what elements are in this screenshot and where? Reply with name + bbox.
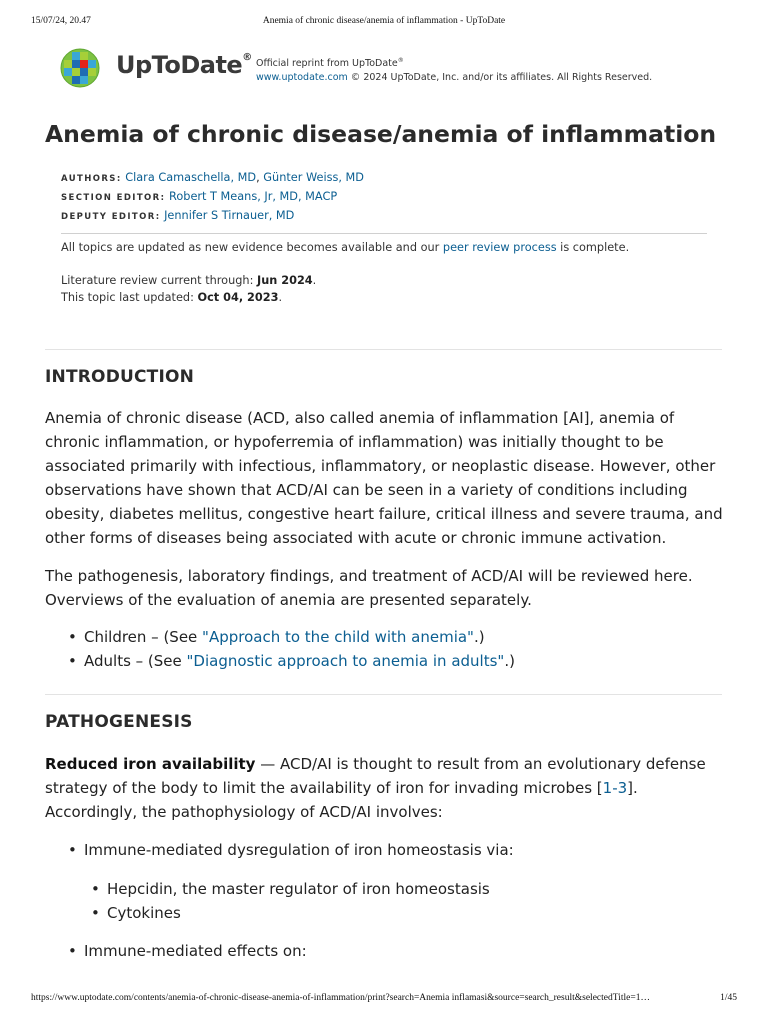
list-item bbox=[91, 877, 490, 901]
bullet-icon: • bbox=[68, 841, 77, 859]
authors-row: AUTHORS: Clara Camaschella, MD, Günter Weiss, MD bbox=[61, 171, 364, 184]
list-item bbox=[68, 625, 485, 649]
child-anemia-link[interactable]: "Approach to the child with anemia" bbox=[202, 628, 474, 646]
list-item bbox=[91, 901, 181, 925]
print-footer bbox=[31, 993, 737, 1007]
list-item bbox=[68, 939, 307, 963]
deputy-editor-row bbox=[61, 207, 364, 226]
lit-review-row: Literature review current through: Jun 2024. bbox=[61, 274, 317, 287]
list-item bbox=[68, 649, 515, 673]
introduction-paragraph-2: The pathogenesis, laboratory findings, and treatment of ACD/AI will be reviewed here. Overviews of the evaluation of anemia are presented separately. bbox=[45, 567, 693, 609]
copyright-text: © 2024 UpToDate, Inc. and/or its affiliates. All Rights Reserved. bbox=[347, 72, 653, 84]
authors-label: AUTHORS: bbox=[61, 174, 122, 184]
update-note-text-2: is complete. bbox=[556, 241, 630, 254]
deputy-editor-link[interactable]: Jennifer S Tirnauer, MD bbox=[164, 209, 295, 222]
bullet-text: Immune-mediated dysregulation of iron homeostasis via: bbox=[84, 841, 514, 859]
brand-wordmark bbox=[116, 51, 252, 79]
author-link-2[interactable]: Günter Weiss, MD bbox=[263, 171, 364, 184]
bullet-icon: • bbox=[91, 880, 100, 898]
pathogenesis-lead-bold: Reduced iron availability bbox=[45, 755, 256, 773]
pathogenesis-paragraph bbox=[45, 752, 725, 824]
review-dates bbox=[61, 272, 316, 306]
pathogenesis-heading: PATHOGENESIS bbox=[45, 712, 193, 732]
bullet-icon: • bbox=[68, 942, 77, 960]
lit-review-date: Jun 2024 bbox=[257, 274, 313, 287]
author-link-1[interactable]: Clara Camaschella, MD bbox=[125, 171, 257, 184]
bullet-text: Adults – (See bbox=[84, 652, 187, 670]
site-link[interactable]: www.uptodate.com bbox=[256, 72, 348, 84]
reprint-line: Official reprint from UpToDate bbox=[256, 58, 398, 70]
list-item bbox=[68, 838, 514, 862]
deputy-editor-label: DEPUTY EDITOR: bbox=[61, 212, 161, 222]
pathogenesis-text-1: — ACD/AI is thought to result from an evolutionary defense strategy of the body to limit the availability of iron for invading microbes [ bbox=[45, 755, 706, 797]
peer-review-link[interactable]: peer review process bbox=[442, 241, 557, 254]
print-url: https://www.uptodate.com/contents/anemia-of-chronic-disease-anemia-of-inflammation/print?search=Anemia inflamasi&source=search_result&selectedTitle=1… bbox=[31, 993, 650, 1003]
introduction-paragraph-1: Anemia of chronic disease (ACD, also called anemia of inflammation [AI], anemia of chronic inflammation, or hypoferremia of inflammation) was initially thought to be associated primarily with infectious, inflammatory, or neoplastic disease. However, other observations have shown that ACD/AI can be seen in a variety of conditions including obesity, diabetes mellitus, congestive heart failure, critical illness and severe trauma, and other forms of diseases being associated with acute or chronic immune activation. bbox=[45, 409, 723, 547]
page-number: 1/45 bbox=[720, 993, 737, 1003]
bullet-text: Immune-mediated effects on: bbox=[84, 942, 307, 960]
section-editor-link[interactable]: Robert T Means, Jr, MD, MACP bbox=[169, 190, 338, 203]
divider bbox=[61, 233, 707, 234]
bullet-icon: • bbox=[91, 904, 100, 922]
bullet-icon: • bbox=[68, 652, 77, 670]
brand-header bbox=[60, 47, 700, 89]
reference-link[interactable]: 1-3 bbox=[602, 779, 628, 797]
brand-reg-mark: ® bbox=[242, 52, 252, 63]
print-datetime: 15/07/24, 20.47 bbox=[31, 16, 91, 26]
bullet-text: Children – (See bbox=[84, 628, 203, 646]
update-note-text-1: All topics are updated as new evidence becomes available and our bbox=[61, 241, 443, 254]
last-updated-row: This topic last updated: Oct 04, 2023. bbox=[61, 291, 283, 304]
section-editor-row bbox=[61, 188, 364, 207]
print-page-title: Anemia of chronic disease/anemia of inflammation - UpToDate bbox=[262, 16, 506, 26]
byline bbox=[61, 169, 364, 226]
pathogenesis-text-2: ]. Accordingly, the pathophysiology of ACD/AI involves: bbox=[45, 779, 638, 821]
reprint-notice bbox=[256, 54, 652, 85]
bullet-text-end: .) bbox=[504, 652, 515, 670]
section-divider bbox=[45, 349, 722, 350]
adult-anemia-link[interactable]: "Diagnostic approach to anemia in adults" bbox=[186, 652, 505, 670]
section-divider bbox=[45, 694, 722, 695]
print-header bbox=[31, 16, 737, 30]
last-updated-label: This topic last updated: bbox=[61, 291, 198, 304]
bullet-text: Hepcidin, the master regulator of iron homeostasis bbox=[107, 880, 490, 898]
brand-name: UpToDate bbox=[116, 51, 243, 79]
uptodate-logo-icon bbox=[60, 48, 100, 88]
introduction-heading: INTRODUCTION bbox=[45, 367, 195, 387]
lit-review-label: Literature review current through: bbox=[61, 274, 257, 287]
reprint-reg-mark: ® bbox=[397, 57, 404, 64]
update-note bbox=[61, 241, 629, 254]
bullet-icon: • bbox=[68, 628, 77, 646]
bullet-text: Cytokines bbox=[107, 904, 181, 922]
bullet-text-end: .) bbox=[473, 628, 485, 646]
last-updated-date: Oct 04, 2023 bbox=[197, 291, 279, 304]
section-editor-label: SECTION EDITOR: bbox=[61, 193, 166, 203]
page-title: Anemia of chronic disease/anemia of inflammation bbox=[45, 120, 717, 148]
